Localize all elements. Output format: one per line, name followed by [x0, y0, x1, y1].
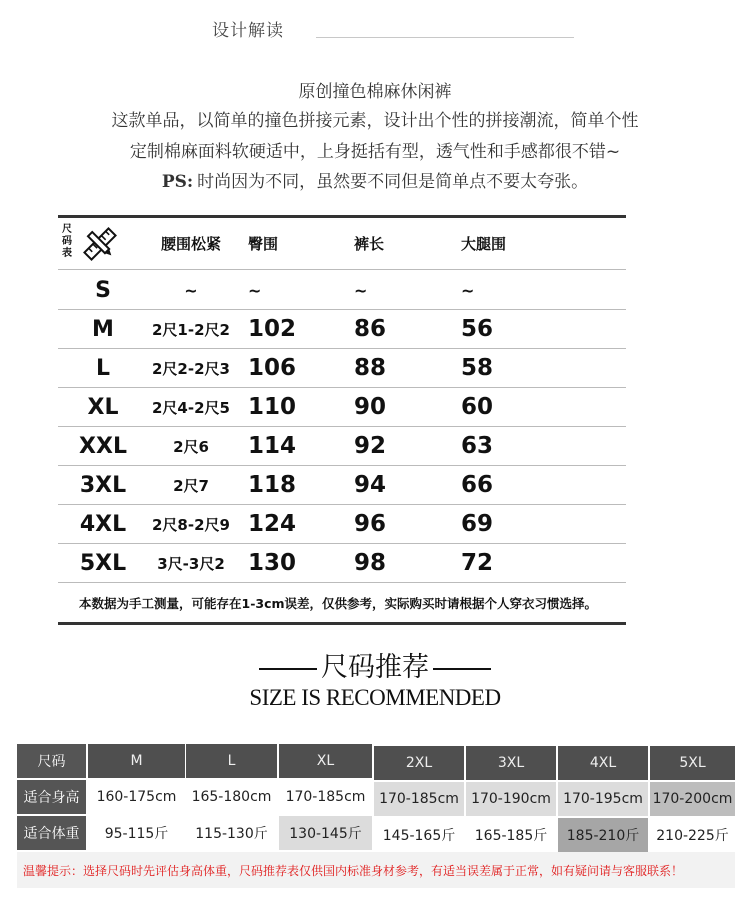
weight-cell: 115-130斤: [186, 816, 277, 850]
title-dash-right: [433, 668, 491, 670]
waist-cell: 3尺-3尺2: [157, 554, 225, 573]
height-cell: 165-180cm: [186, 780, 277, 814]
product-name: 原创撞色棉麻休闲裤: [298, 82, 452, 102]
description-ps: [0, 167, 750, 192]
waist-cell: 2尺6: [173, 437, 209, 456]
length-cell: 88: [354, 355, 387, 381]
recommend-title: [0, 645, 750, 684]
size-cell: XXL: [79, 433, 127, 459]
height-cell: 160-175cm: [88, 780, 185, 814]
design-section-title: 设计解读: [212, 21, 284, 41]
thigh-cell: 66: [461, 472, 494, 498]
height-cell: 170-200cm: [650, 782, 735, 816]
table-row: [58, 505, 626, 544]
size-header-label: 尺码: [17, 744, 86, 778]
size-chart-label: 尺码表: [62, 224, 72, 259]
weight-cell: 95-115斤: [88, 816, 185, 850]
hip-cell: 114: [248, 433, 297, 459]
ruler-pencil-icon: [80, 224, 120, 264]
length-cell: 90: [354, 394, 387, 420]
waist-cell: 2尺4-2尺5: [152, 398, 230, 417]
hip-cell: 110: [248, 394, 297, 420]
waist-cell: 2尺8-2尺9: [152, 515, 230, 534]
thigh-cell: 58: [461, 355, 494, 381]
table-row: [58, 427, 626, 466]
size-header-cell: 5XL: [650, 746, 735, 780]
weight-cell: 165-185斤: [466, 818, 556, 852]
height-cell: 170-195cm: [558, 782, 648, 816]
header-thigh: 大腿围: [461, 235, 507, 253]
table-row: [58, 271, 626, 310]
ps-text: 时尚因为不同，虽然要不同但是简单点不要太夸张。: [197, 172, 589, 192]
header-waist: 腰围松紧: [160, 235, 221, 253]
weight-cell: 145-165斤: [374, 818, 464, 852]
size-header-cell: 4XL: [558, 746, 648, 780]
length-cell: ~: [354, 280, 368, 300]
length-cell: 98: [354, 550, 387, 576]
length-cell: 86: [354, 316, 387, 342]
weight-cell: 130-145斤: [279, 816, 372, 850]
size-cell: XL: [87, 394, 119, 420]
table-row: [58, 349, 626, 388]
waist-cell: 2尺7: [173, 476, 209, 495]
waist-cell: 2尺1-2尺2: [152, 320, 230, 339]
hip-cell: 106: [248, 355, 297, 381]
thigh-cell: ~: [461, 280, 475, 300]
length-cell: 96: [354, 511, 387, 537]
weight-row-label: 适合体重: [17, 816, 86, 850]
hip-cell: 124: [248, 511, 297, 537]
size-header-cell: 2XL: [374, 746, 464, 780]
size-header-cell: 3XL: [466, 746, 556, 780]
title-divider: [316, 37, 574, 38]
thigh-cell: 69: [461, 511, 494, 537]
table-row: [58, 544, 626, 583]
waist-cell: 2尺2-2尺3: [152, 359, 230, 378]
recommend-subtitle: SIZE IS RECOMMENDED: [249, 685, 501, 710]
header-length: 裤长: [354, 235, 385, 253]
hip-cell: 130: [248, 550, 297, 576]
hip-cell: 102: [248, 316, 297, 342]
thigh-cell: 56: [461, 316, 494, 342]
description-line-2: 定制棉麻面料软硬适中，上身挺括有型，透气性和手感都很不错~: [129, 142, 621, 162]
thigh-cell: 63: [461, 433, 494, 459]
height-cell: 170-185cm: [374, 782, 464, 816]
height-cell: 170-185cm: [279, 780, 372, 814]
hip-cell: 118: [248, 472, 297, 498]
size-header-cell: XL: [279, 744, 372, 778]
size-cell: 4XL: [79, 511, 127, 537]
thigh-cell: 72: [461, 550, 494, 576]
table-bottom-border: [58, 622, 626, 625]
measurement-note: 本数据为手工测量，可能存在1-3cm误差，仅供参考，实际购买时请根据个人穿衣习惯选择。: [79, 596, 598, 611]
measure-table-header: [58, 218, 626, 270]
table-row: [58, 466, 626, 505]
table-row: [58, 388, 626, 427]
hip-cell: ~: [248, 280, 262, 300]
height-row-label: 适合身高: [17, 780, 86, 814]
waist-cell: ~: [184, 280, 198, 300]
height-cell: 170-190cm: [466, 782, 556, 816]
size-cell: 5XL: [79, 550, 127, 576]
ps-label: PS:: [161, 172, 194, 192]
size-cell: M: [92, 316, 114, 342]
title-dash-left: [259, 668, 317, 670]
warm-tip: 温馨提示：选择尺码时先评估身高体重，尺码推荐表仅供国内标准身材参考，有适当误差属于正常，如有疑问请与客服联系！: [17, 852, 735, 888]
size-cell: L: [95, 355, 111, 381]
table-row: [58, 310, 626, 349]
header-hip: 臀围: [248, 235, 279, 253]
weight-cell: 210-225斤: [650, 818, 735, 852]
size-cell: 3XL: [79, 472, 127, 498]
length-cell: 92: [354, 433, 387, 459]
size-cell: S: [95, 277, 111, 303]
thigh-cell: 60: [461, 394, 494, 420]
size-header-cell: M: [88, 744, 185, 778]
size-header-cell: L: [186, 744, 277, 778]
recommend-title-text: 尺码推荐: [321, 652, 429, 683]
length-cell: 94: [354, 472, 387, 498]
description-line-1: 这款单品，以简单的撞色拼接元素，设计出个性的拼接潮流，简单个性: [111, 111, 639, 131]
weight-cell: 185-210斤: [558, 818, 648, 852]
